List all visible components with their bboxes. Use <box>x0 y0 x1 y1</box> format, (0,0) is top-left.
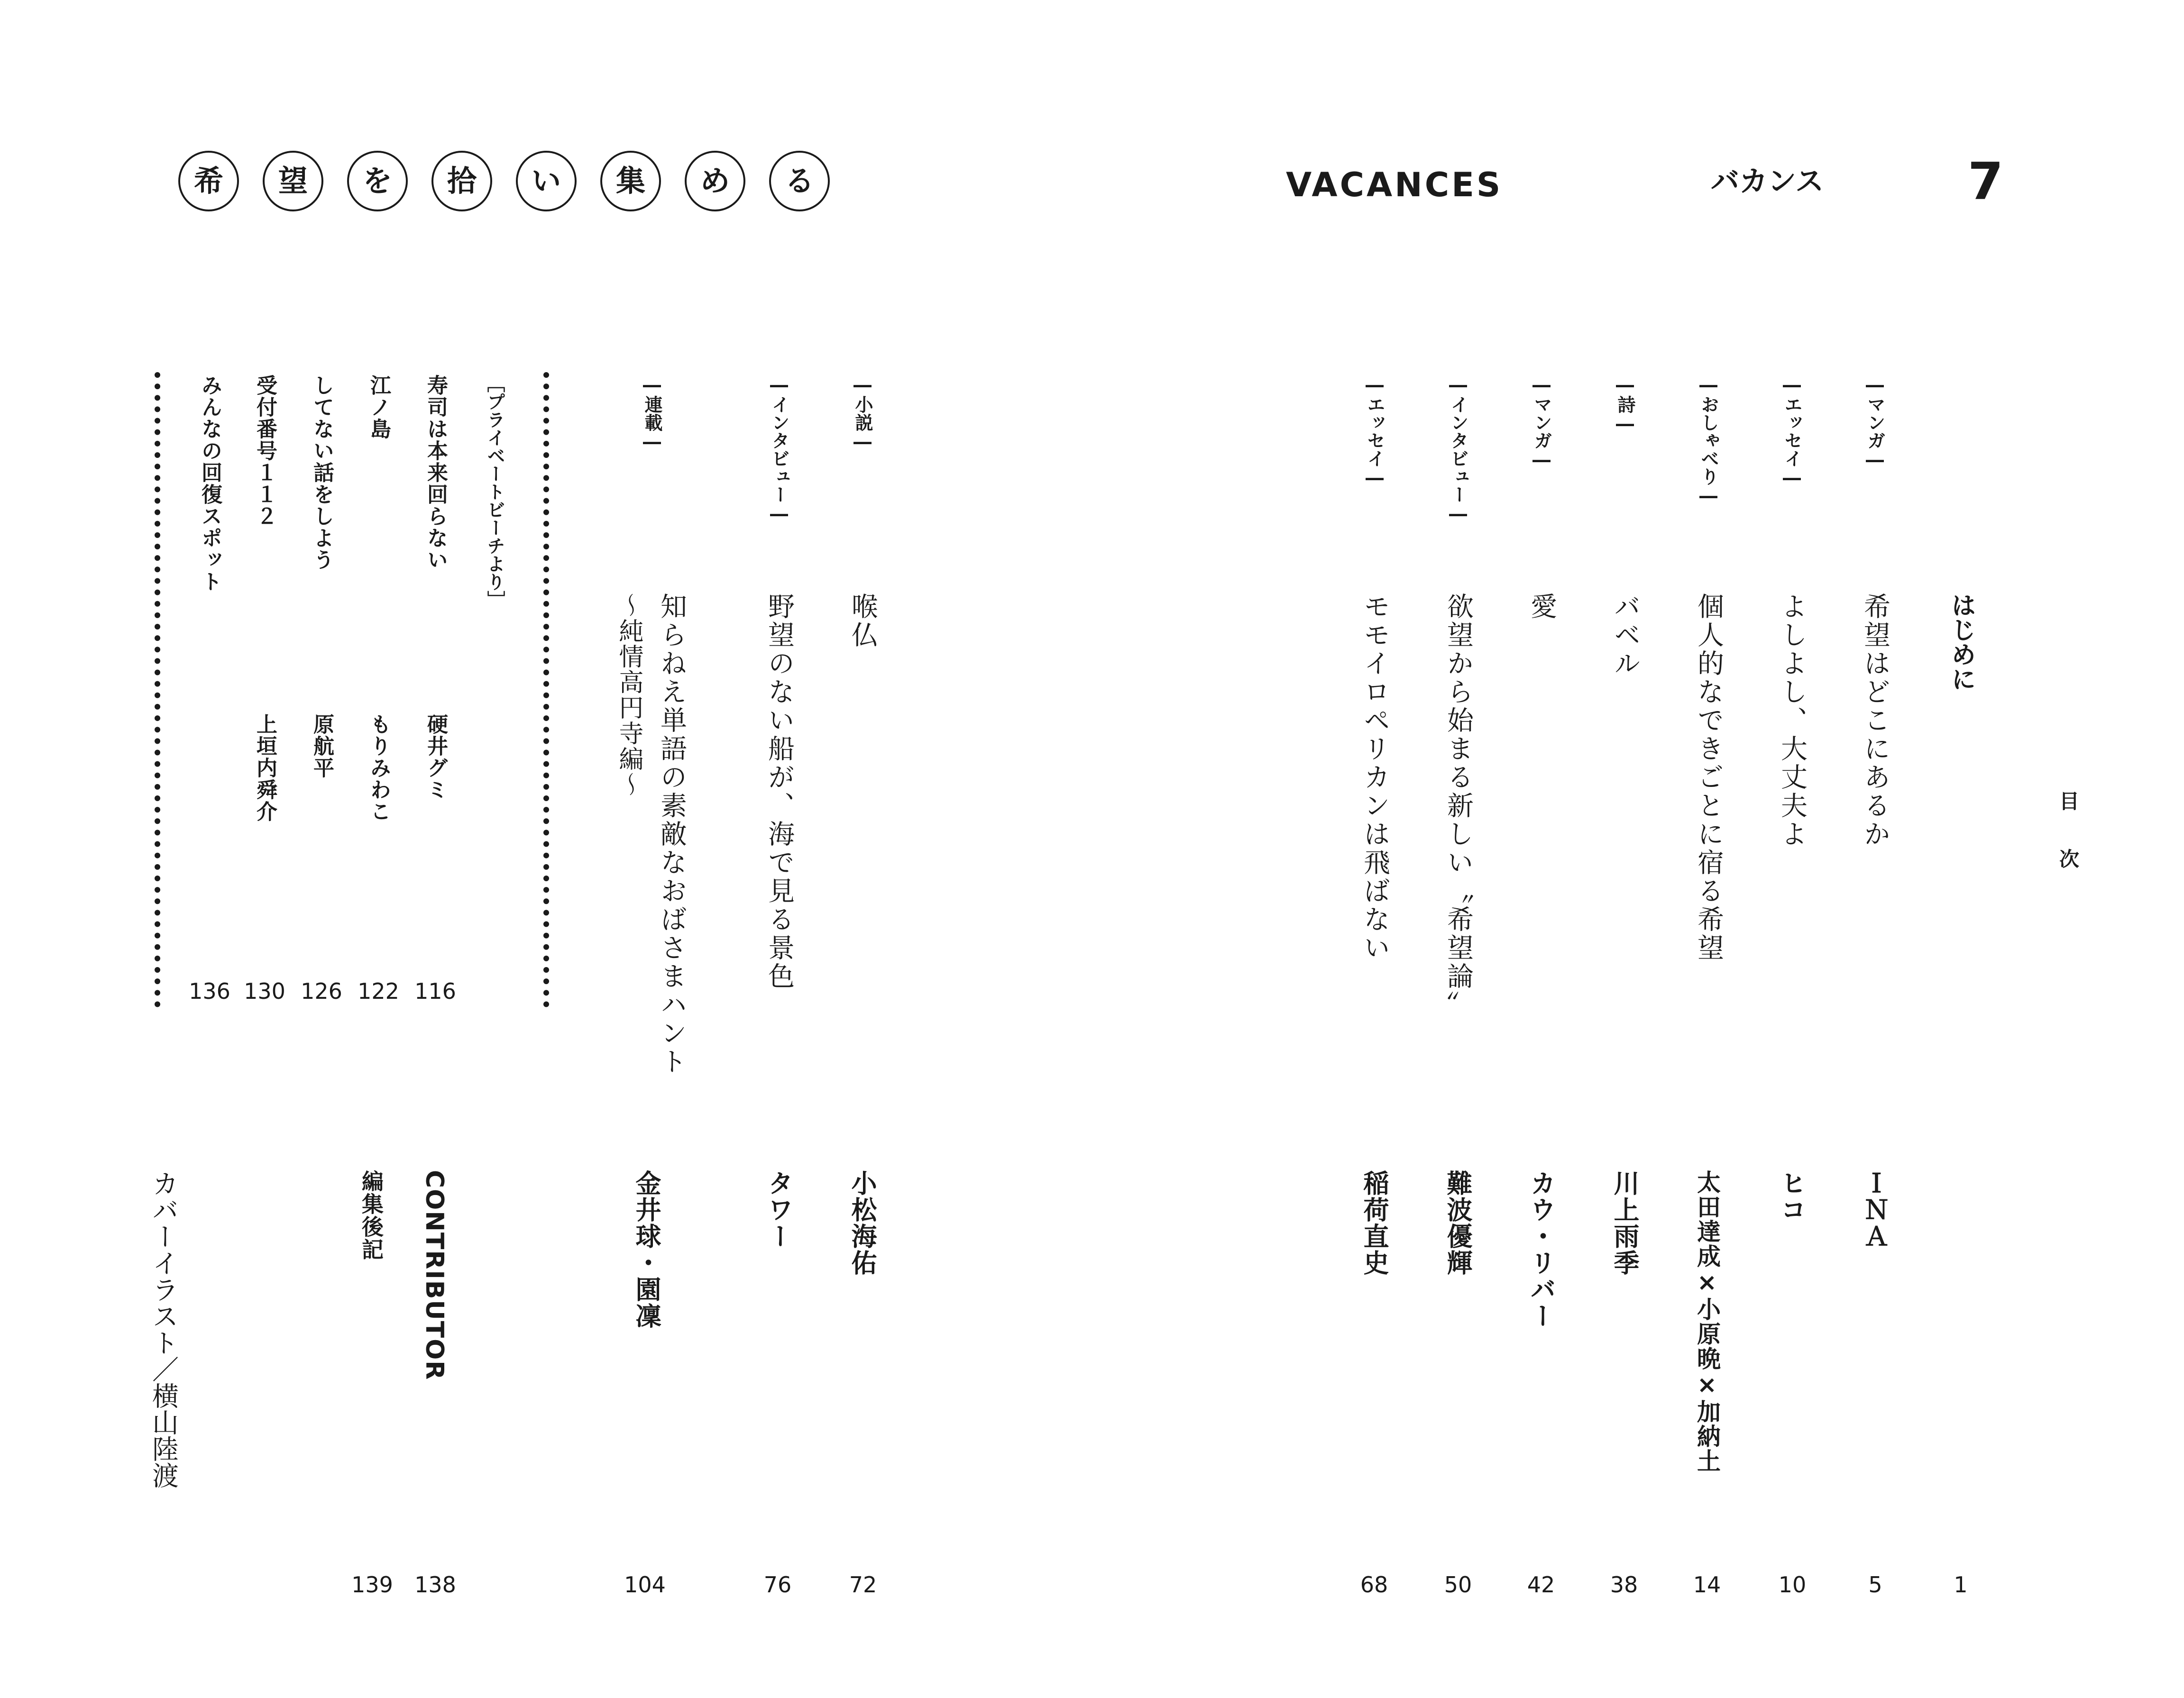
entry-title: 野望のない船が、海で見る景色 <box>764 593 795 991</box>
entry-title: 欲望から始まる新しい〝希望論〟 <box>1443 593 1474 1019</box>
cover-credit: カバーイラスト／横山陸渡 <box>148 1170 179 1488</box>
entry-title: 喉仏 <box>847 593 878 649</box>
beach-item-title: 受付番号１１２ <box>253 374 277 527</box>
entry-title: 個人的なできごとに宿る希望 <box>1693 593 1724 962</box>
beach-item-title: 寿司は本来回らない <box>423 374 448 571</box>
title-char: 望 <box>263 151 323 211</box>
genre-label: ―エッセイ― <box>1364 374 1385 488</box>
entry-author: 稲荷直史 <box>1359 1170 1389 1276</box>
page-number: 139 <box>351 1572 393 1598</box>
genre-label: ―インタビュー― <box>769 374 789 524</box>
page-number: 122 <box>358 978 399 1004</box>
page-number: 76 <box>763 1572 792 1598</box>
entry-title: 愛 <box>1526 593 1557 621</box>
title-char: 希 <box>178 151 239 211</box>
issue-number: 7 <box>1968 152 2004 211</box>
genre-label: ―小説― <box>852 374 873 452</box>
circled-title <box>178 151 830 211</box>
page-number: 42 <box>1527 1572 1555 1598</box>
entry-author: ヒコ <box>1777 1170 1807 1223</box>
toc-heading: 目次 <box>2056 791 2080 906</box>
entry-author: カウ・リバー <box>1526 1170 1556 1329</box>
page-number: 14 <box>1693 1572 1721 1598</box>
genre-label: ―詩― <box>1615 374 1635 434</box>
back-matter-title: CONTRIBUTOR <box>420 1170 449 1381</box>
page-number: 136 <box>189 978 230 1004</box>
magazine-kana: バカンス <box>1711 165 1824 198</box>
entry-author: 太田達成×小原晩×加納土 <box>1693 1170 1721 1473</box>
entry-title: モモイロペリカンは飛ばない <box>1359 593 1390 962</box>
section-label: ［プライベートビーチより］ <box>484 374 505 609</box>
title-char: め <box>685 151 745 211</box>
entry-author: 金井球・園凜 <box>632 1170 661 1329</box>
beach-item-author: もりみわこ <box>367 713 391 822</box>
page-number: 104 <box>624 1572 666 1598</box>
beach-item-title: してない話をしよう <box>310 374 334 571</box>
page-number: 1 <box>1954 1572 1968 1598</box>
back-matter-title: 編集後記 <box>358 1170 384 1261</box>
beach-item-author: 硬井グミ <box>423 713 448 801</box>
entry-title: 希望はどこにあるか <box>1860 593 1890 849</box>
beach-item-title: 江ノ島 <box>367 374 391 440</box>
page-number: 130 <box>244 978 285 1004</box>
beach-item-author: 上垣内舜介 <box>253 713 277 822</box>
page-number: 38 <box>1610 1572 1638 1598</box>
genre-label: ―連載― <box>642 374 662 452</box>
entry-author: 難波優輝 <box>1443 1170 1473 1276</box>
title-char: を <box>347 151 408 211</box>
magazine-name: VACANCES <box>1286 165 1503 204</box>
genre-label: ―マンガ― <box>1864 374 1885 470</box>
dotted-divider <box>155 372 160 1007</box>
intro-title: はじめに <box>1947 593 1975 691</box>
page-number: 116 <box>414 978 456 1004</box>
entry-subtitle: ～純情高円寺編～ <box>615 593 643 797</box>
page-number: 68 <box>1360 1572 1388 1598</box>
beach-item-title: みんなの回復スポット <box>198 374 222 593</box>
entry-author: 川上雨季 <box>1610 1170 1640 1276</box>
dotted-divider <box>543 372 549 1007</box>
entry-author: 小松海佑 <box>847 1170 877 1276</box>
page-number: 126 <box>301 978 342 1004</box>
entry-author: ＩＮＡ <box>1860 1170 1890 1250</box>
genre-label: ―マンガ― <box>1531 374 1552 470</box>
page-number: 5 <box>1868 1572 1882 1598</box>
entry-author: タワー <box>764 1170 794 1250</box>
title-char: 拾 <box>431 151 492 211</box>
title-char: 集 <box>600 151 661 211</box>
title-char: い <box>516 151 577 211</box>
entry-title: 知らねえ単語の素敵なおばさまハント <box>656 593 687 1076</box>
page-number: 138 <box>414 1572 456 1598</box>
title-char: る <box>769 151 830 211</box>
entry-title: よしよし、大丈夫よ <box>1777 593 1808 849</box>
entry-title: バベル <box>1610 593 1641 678</box>
page-number: 50 <box>1444 1572 1472 1598</box>
page-number: 72 <box>849 1572 877 1598</box>
genre-label: ―エッセイ― <box>1781 374 1802 488</box>
page-number: 10 <box>1778 1572 1807 1598</box>
genre-label: ―おしゃべり― <box>1698 374 1719 506</box>
genre-label: ―インタビュー― <box>1448 374 1468 524</box>
beach-item-author: 原航平 <box>310 713 334 779</box>
